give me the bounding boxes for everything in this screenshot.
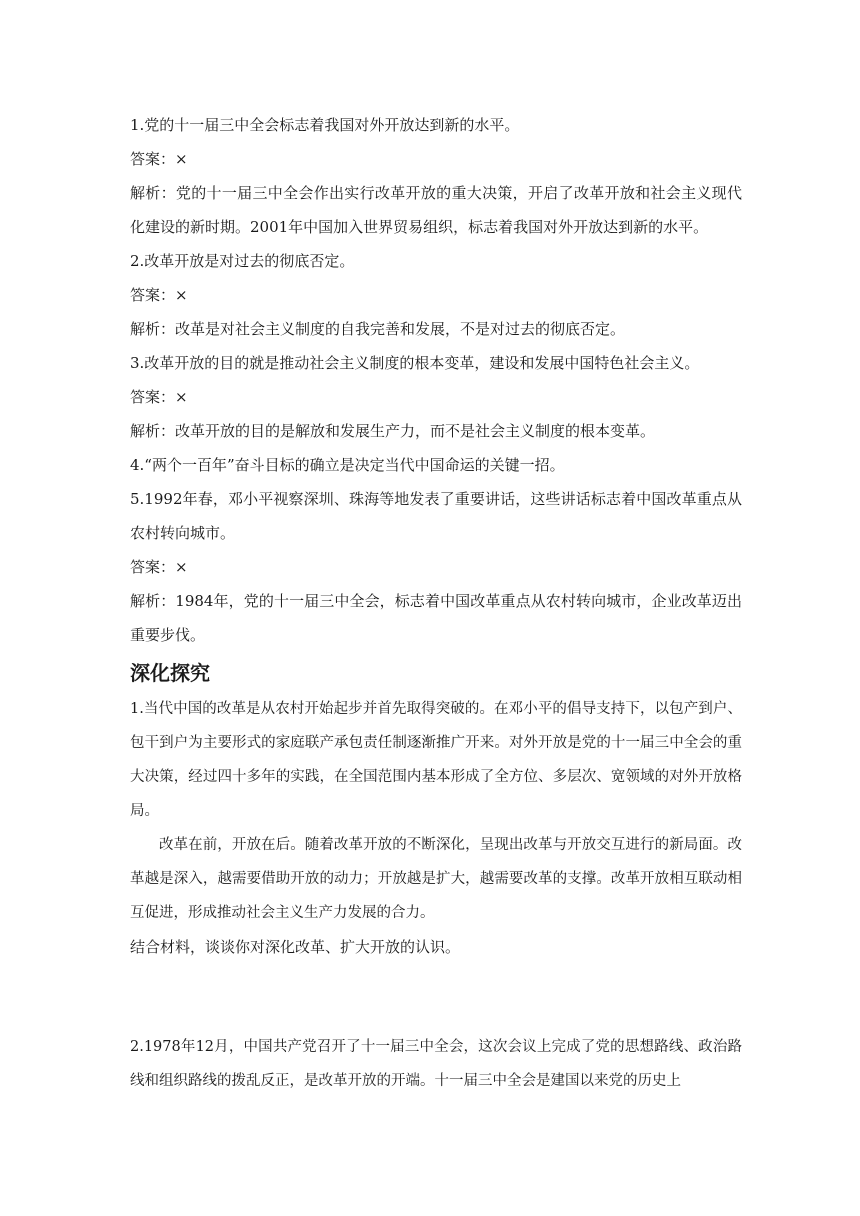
question-1: 1.党的十一届三中全会标志着我国对外开放达到新的水平。 <box>130 116 520 134</box>
inquiry-1-paragraph-1: 1.当代中国的改革是从农村开始起步并首先取得突破的。在邓小平的倡导支持下，以包产到户、包干到户为主要形式的家庭联产承包责任制逐渐推广开来。对外开放是党的十一届三中全会的重大决策，经过四十多年的实践，在全国范围内基本形成了全方位、多层次、宽领域的对外开放格局。 <box>130 701 742 819</box>
section-title: 深化探究 <box>130 661 210 685</box>
answer-1: 答案：× <box>130 150 188 168</box>
analysis-2: 解析：改革是对社会主义制度的自我完善和发展，不是对过去的彻底否定。 <box>130 320 626 338</box>
question-5: 5.1992年春，邓小平视察深圳、珠海等地发表了重要讲话，这些讲话标志着中国改革重点从农村转向城市。 <box>130 490 742 542</box>
analysis-1: 解析：党的十一届三中全会作出实行改革开放的重大决策，开启了改革开放和社会主义现代化建设的新时期。2001年中国加入世界贸易组织，标志着我国对外开放达到新的水平。 <box>130 184 742 236</box>
document-page <box>130 108 742 1098</box>
inquiry-1-paragraph-2: 改革在前，开放在后。随着改革开放的不断深化，呈现出改革与开放交互进行的新局面。改革越是深入，越需要借助开放的动力；开放越是扩大，越需要改革的支撑。改革开放相互联动相互促进，形成推动社会主义生产力发展的合力。 <box>130 837 742 921</box>
question-2: 2.改革开放是对过去的彻底否定。 <box>130 252 355 270</box>
analysis-5: 解析：1984年，党的十一届三中全会，标志着中国改革重点从农村转向城市，企业改革迈出重要步伐。 <box>130 592 742 644</box>
answer-3: 答案：× <box>130 388 188 406</box>
answer-5: 答案：× <box>130 558 188 576</box>
question-3: 3.改革开放的目的就是推动社会主义制度的根本变革，建设和发展中国特色社会主义。 <box>130 354 700 372</box>
inquiry-2-paragraph-1: 2.1978年12月，中国共产党召开了十一届三中全会，这次会议上完成了党的思想路线、政治路线和组织路线的拨乱反正，是改革开放的开端。十一届三中全会是建国以来党的历史上 <box>130 1039 742 1089</box>
question-4: 4.“两个一百年”奋斗目标的确立是决定当代中国命运的关键一招。 <box>130 456 565 474</box>
analysis-3: 解析：改革开放的目的是解放和发展生产力，而不是社会主义制度的根本变革。 <box>130 422 656 440</box>
answer-space <box>130 964 742 1030</box>
answer-2: 答案：× <box>130 286 188 304</box>
inquiry-1-prompt: 结合材料，谈谈你对深化改革、扩大开放的认识。 <box>130 938 461 956</box>
